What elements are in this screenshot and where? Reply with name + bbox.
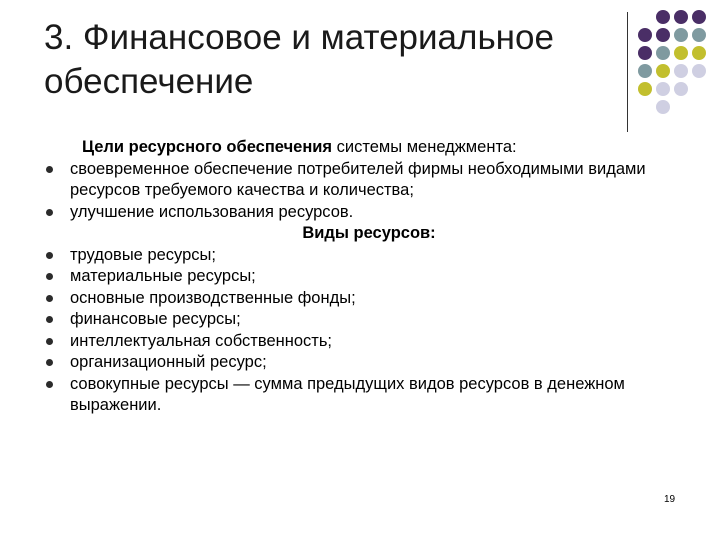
list-item [44, 331, 694, 353]
bullet-icon [46, 381, 53, 388]
bullet-icon [46, 209, 53, 216]
decorative-dot-grid [638, 10, 718, 120]
decorative-dot [656, 100, 670, 114]
decorative-dot [638, 46, 652, 60]
decorative-dot [692, 46, 706, 60]
list-item-text: интеллектуальная собственность; [70, 331, 333, 350]
slide-title: 3. Финансовое и материальное обеспечение [44, 18, 554, 101]
list-item-text: организационный ресурс; [70, 353, 267, 371]
list-item [44, 352, 694, 374]
decorative-dot [656, 64, 670, 78]
goals-heading-rest: системы менеджмента: [332, 138, 517, 156]
list-item-text: своевременное обеспечение потребителей фирмы необходимыми видами ресурсов требуемого качества и количества; [70, 159, 646, 199]
list-item [44, 288, 694, 310]
list-item-text: трудовые ресурсы; [70, 245, 216, 264]
list-item [44, 309, 694, 331]
decorative-dot [656, 28, 670, 42]
bullet-icon [46, 273, 53, 280]
list-item [44, 374, 694, 417]
goals-heading [44, 137, 694, 159]
slide-content [44, 137, 694, 417]
list-item-text: финансовые ресурсы; [70, 310, 241, 328]
decorative-dot [656, 10, 670, 24]
list-item-text: совокупные ресурсы — сумма предыдущих видов ресурсов в денежном выражении. [70, 374, 625, 414]
page-number: 19 [664, 494, 676, 505]
bullet-icon [46, 166, 53, 173]
goals-heading-bold: Цели ресурсного обеспечения [82, 138, 333, 156]
list-item-text: материальные ресурсы; [70, 267, 256, 285]
goals-list [44, 159, 694, 224]
bullet-icon [46, 295, 53, 302]
bullet-icon [46, 338, 53, 345]
decorative-dot [674, 64, 688, 78]
bullet-icon [46, 252, 53, 259]
bullet-icon [46, 316, 53, 323]
list-item-text: улучшение использования ресурсов. [70, 202, 354, 221]
decorative-dot [638, 28, 652, 42]
list-item [44, 202, 694, 224]
decorative-dot [656, 82, 670, 96]
bullet-icon [46, 359, 53, 366]
decorative-dot [674, 82, 688, 96]
title-divider [627, 12, 628, 132]
decorative-dot [674, 46, 688, 60]
decorative-dot [692, 28, 706, 42]
decorative-dot [692, 64, 706, 78]
list-item-text: основные производственные фонды; [70, 288, 356, 307]
types-list [44, 245, 694, 417]
decorative-dot [674, 10, 688, 24]
list-item [44, 266, 694, 288]
list-item [44, 159, 694, 202]
types-heading: Виды ресурсов: [302, 224, 436, 242]
decorative-dot [674, 28, 688, 42]
decorative-dot [656, 46, 670, 60]
decorative-dot [638, 82, 652, 96]
decorative-dot [692, 10, 706, 24]
list-item [44, 245, 694, 267]
decorative-dot [638, 64, 652, 78]
